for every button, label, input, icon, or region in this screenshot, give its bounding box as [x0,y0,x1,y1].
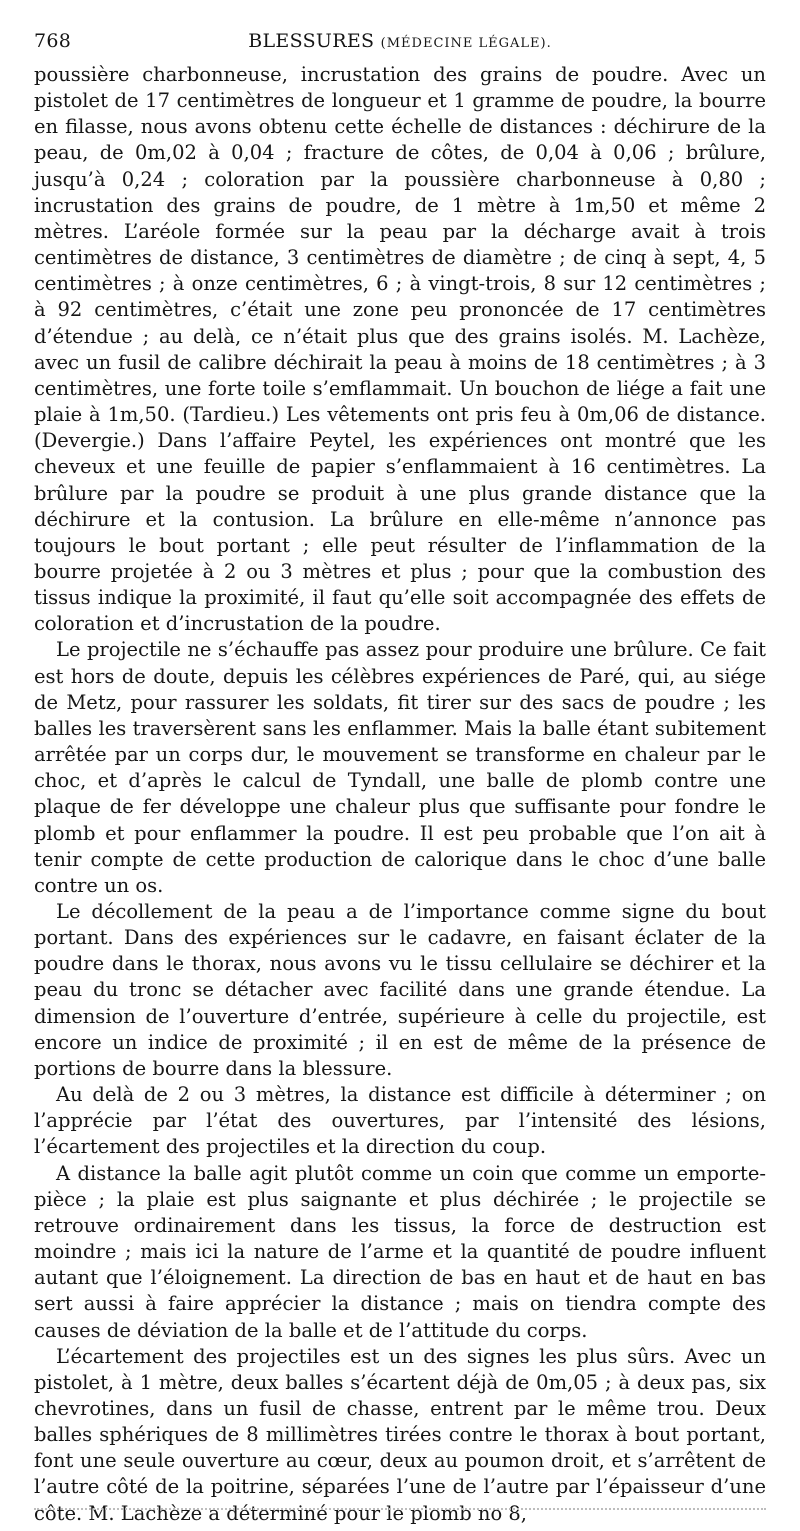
running-head [34,26,766,62]
footer-divider [34,1508,766,1510]
paragraph: L’écartement des projectiles est un des signes les plus sûrs. Avec un pistolet, à 1 mètre, deux balles s’écartent déjà de 0m,05 ; à deux pas, six chevrotines, dans un fusil de chasse, entrent par le même trou. Deux balles sphériques de 8 millimètres tirées contre le thorax à bout portant, font une seule ouverture au cœur, deux au poumon droit, et s’arrêtent de l’autre côté de la poitrine, séparées l’une de l’autre par l’épaisseur d’une côte. M. Lachèze a déterminé pour le plomb no 8, [34,1344,766,1525]
paragraph: Au delà de 2 ou 3 mètres, la distance est difficile à déterminer ; on l’apprécie par l’état des ouvertures, par l’intensité des lésions, l’écartement des projectiles et la direction du coup. [34,1083,766,1159]
page-number: 768 [34,30,72,52]
paragraph: Le projectile ne s’échauffe pas assez pour produire une brûlure. Ce fait est hors de doute, depuis les célèbres expériences de Paré, qui, au siége de Metz, pour rassurer les soldats, fit tirer sur des sacs de poudre ; les balles les traversèrent sans les enflammer. Mais la balle étant subitement arrêtée par un corps dur, le mouvement se transforme en chaleur par le choc, et d’après le calcul de Tyndall, une balle de plomb contre une plaque de fer développe une chaleur plus que suffisante pour fondre le plomb et pour enflammer la poudre. Il est peu probable que l’on ait à tenir compte de cette production de calorique dans le choc d’une balle contre un os. [34,638,766,897]
paragraph: A distance la balle agit plutôt comme un coin que comme un emporte-pièce ; la plaie est plus saignante et plus déchirée ; le projectile se retrouve ordinairement dans les tissus, la force de destruction est moindre ; mais ici la nature de l’arme et la quantité de poudre influent autant que l’éloignement. La direction de bas en haut et de haut en bas sert aussi à faire apprécier la distance ; mais on tiendra compte des causes de déviation de la balle et de l’attitude du corps. [34,1161,766,1342]
paragraph: poussière charbonneuse, incrustation des grains de poudre. Avec un pistolet de 17 centimètres de longueur et 1 gramme de poudre, la bourre en filasse, nous avons obtenu cette échelle de distances : déchirure de la peau, de 0m,02 à 0,04 ; fracture de côtes, de 0,04 à 0,06 ; brûlure, jusqu’à 0,24 ; coloration par la poussière charbonneuse à 0,80 ; incrustation des grains de poudre, de 1 mètre à 1m,50 et même 2 mètres. L’aréole formée sur la peau par la décharge avait à trois centimètres de distance, 3 centimètres de diamètre ; de cinq à sept, 4, 5 centimètres ; à onze centimètres, 6 ; à vingt-trois, 8 sur 12 centimètres ; à 92 centimètres, c’était une zone peu prononcée de 17 centimètres d’étendue ; au delà, ce n’était plus que des grains isolés. M. Lachèze, avec un fusil de calibre déchirait la peau à moins de 18 centimètres ; à 3 centimètres, une forte toile s’emflammait. Un bouchon de liége a fait une plaie à 1m,50. (Tardieu.) Les vêtements ont pris feu à 0m,06 de distance. (Devergie.) Dans l’affaire Peytel, les expériences ont montré que les cheveux et une feuille de papier s’enflammaient à 16 centimètres. La brûlure par la poudre se produit à une plus grande distance que la déchirure et la contusion. La brûlure en elle-même n’annonce pas toujours le bout portant ; elle peut résulter de l’inflammation de la bourre projetée à 2 ou 3 mètres et plus ; pour que la combustion des tissus indique la proximité, il faut qu’elle soit accompagnée des effets de coloration et d’incrustation de la poudre. [34,63,766,636]
running-title-sub: (MÉDECINE LÉGALE). [380,36,552,51]
running-title-main: BLESSURES [248,30,375,52]
paragraph: Le décollement de la peau a de l’importance comme signe du bout portant. Dans des expériences sur le cadavre, en faisant éclater de la poudre dans le thorax, nous avons vu le tissu cellulaire se déchirer et la peau du tronc se détacher avec facilité dans une grande étendue. La dimension de l’ouverture d’entrée, supérieure à celle du projectile, est encore un indice de proximité ; il en est de même de la présence de portions de bourre dans la blessure. [34,900,766,1080]
body-text [34,62,766,1527]
running-title [34,30,766,52]
